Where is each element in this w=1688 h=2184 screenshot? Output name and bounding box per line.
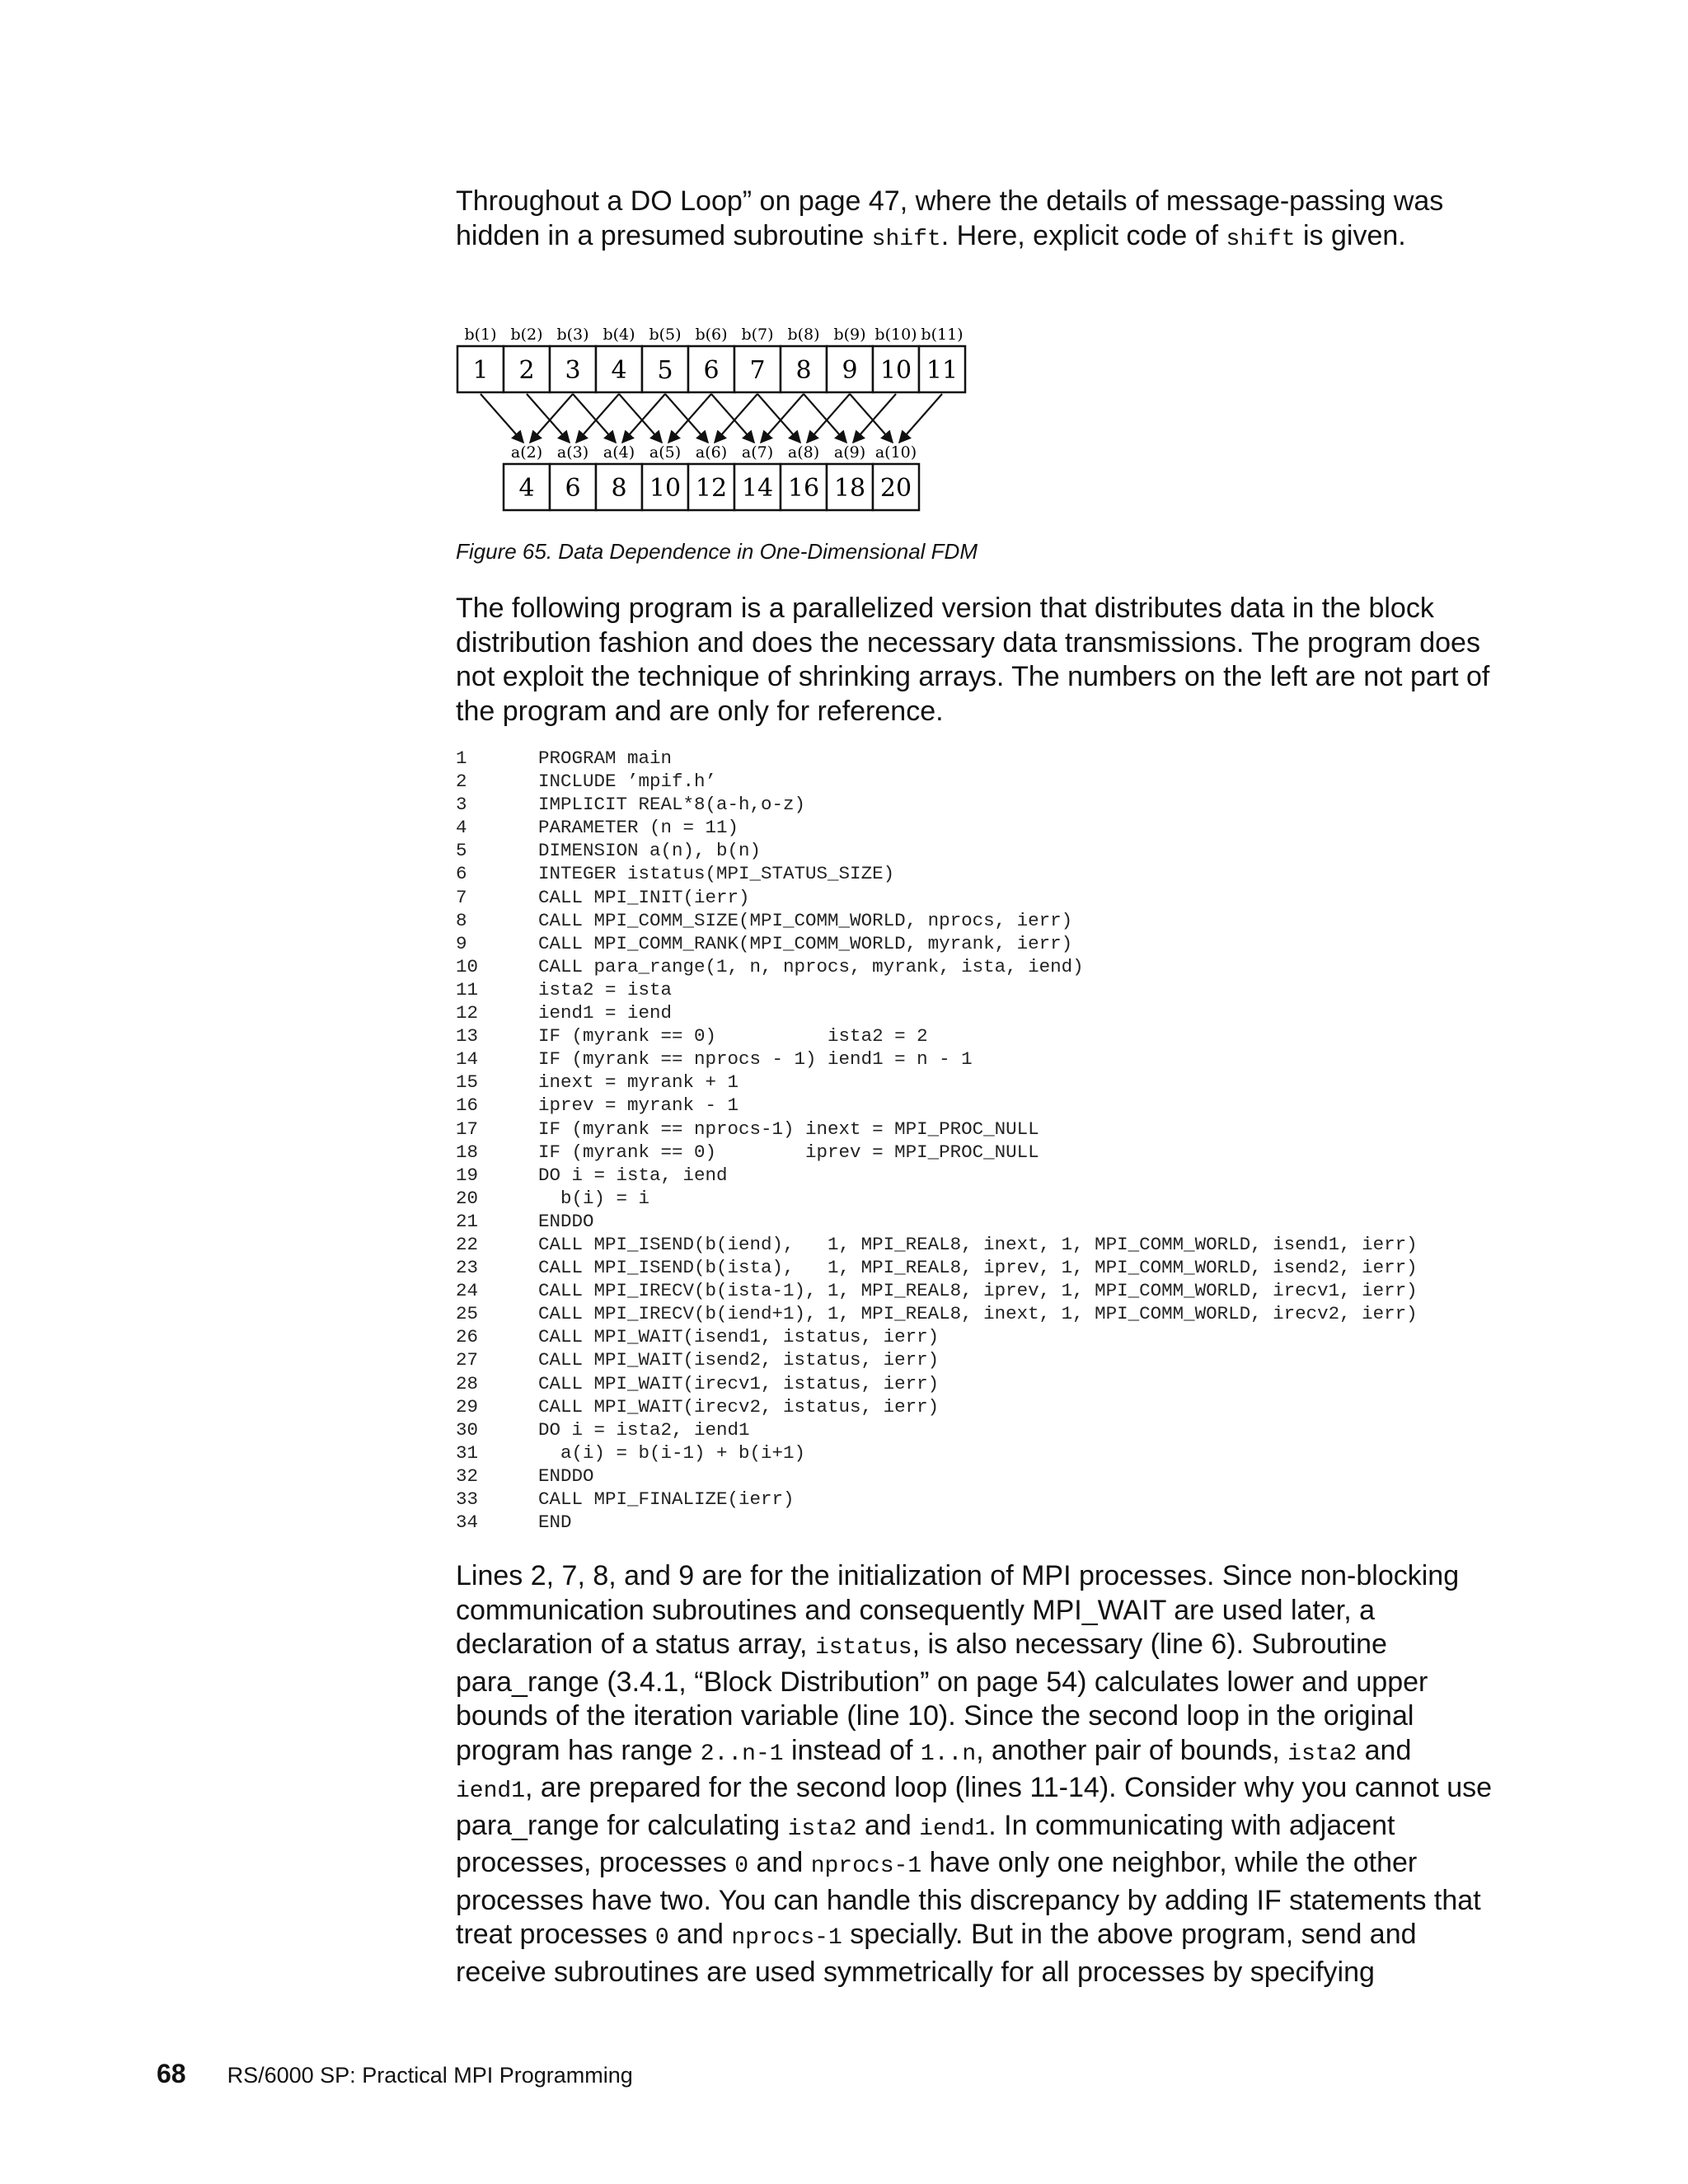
inline-code: shift [871,226,941,252]
b-index-label: b(3) [556,326,589,344]
inline-code: ista2 [1287,1741,1357,1767]
code-line-number: 23 [456,1257,479,1279]
b-cell-value: 6 [703,356,720,385]
code-line-text: ENDDO [538,1210,594,1232]
body-paragraph: The following program is a parallelized version that distributes data in the block distribution fashion and does the necessary data transmissions. The program does not exploit the technique of shrinking arrays. The numbers on the left are not part of the program and are only for reference. [456,593,1490,727]
code-line [456,1418,1418,1441]
a-cell-value: 18 [833,474,866,503]
code-line [456,1372,1418,1395]
b-cell-value: 5 [657,356,673,385]
inline-code: shift [1226,226,1296,252]
code-line-text: CALL MPI_IRECV(b(iend+1), 1, MPI_REAL8, inext, 1, MPI_COMM_WORLD, irecv2, ierr) [538,1303,1418,1325]
code-line-text: CALL MPI_WAIT(irecv2, istatus, ierr) [538,1395,940,1418]
code-line-number: 33 [456,1488,479,1510]
code-line-text: CALL MPI_ISEND(b(ista), 1, MPI_REAL8, iprev, 1, MPI_COMM_WORLD, isend2, ierr) [538,1257,1418,1279]
code-line-number: 28 [456,1372,479,1394]
code-line-text: CALL MPI_COMM_RANK(MPI_COMM_WORLD, myrank, ierr) [538,932,1073,954]
dependence-arrows [481,394,942,443]
code-line [456,978,1418,1001]
code-line-text: CALL MPI_WAIT(isend2, istatus, ierr) [538,1349,940,1371]
b-index-label: b(2) [510,326,543,344]
code-line-number: 14 [456,1048,479,1071]
arrow-from-right [622,394,665,443]
b-index-label: b(5) [649,326,682,344]
code-line-text: INTEGER istatus(MPI_STATUS_SIZE) [538,863,895,885]
a-index-label: a(6) [695,443,728,462]
code-line-number: 5 [456,840,467,862]
b-index-label: b(11) [921,326,964,344]
b-index-label: b(1) [464,326,497,344]
code-line-number: 25 [456,1303,479,1325]
code-line-text: inext = myrank + 1 [538,1071,739,1094]
code-line-number: 20 [456,1187,479,1209]
arrow-from-left [481,394,523,443]
code-line [456,1233,1418,1256]
code-line [456,1118,1418,1141]
code-line-text: a(i) = b(i-1) + b(i+1) [538,1441,806,1464]
a-cell-value: 14 [741,474,774,503]
code-line-text: CALL MPI_FINALIZE(ierr) [538,1488,795,1510]
b-cell-value: 9 [842,356,858,385]
arrow-from-left [804,394,846,443]
code-line [456,932,1418,955]
a-index-label: a(10) [874,443,917,462]
code-line-number: 3 [456,794,467,816]
code-line [456,955,1418,978]
code-line-text: IF (myrank == 0) iprev = MPI_PROC_NULL [538,1141,1039,1163]
code-line-number: 9 [456,932,467,954]
arrow-from-right [668,394,711,443]
a-cell-value: 16 [787,474,820,503]
b-cell-value: 7 [749,356,766,385]
code-line-number: 16 [456,1094,479,1117]
a-index-label: a(8) [787,443,820,462]
code-line [456,862,1418,885]
code-line-number: 7 [456,886,467,908]
code-line-number: 27 [456,1349,479,1371]
code-line-number: 31 [456,1441,479,1464]
intro-text: is given. [1295,219,1406,251]
code-line [456,1348,1418,1371]
intro-text: Throughout a DO Loop” on page 47, where the details of message-passing was hidden in a presumed subroutine [456,185,1444,251]
code-line-number: 13 [456,1025,479,1047]
b-index-label: b(10) [874,326,917,344]
code-line-number: 19 [456,1164,479,1186]
a-index-label: a(9) [833,443,866,462]
code-line-text: PROGRAM main [538,748,673,769]
b-cell-value: 3 [565,356,581,385]
arrow-from-right [761,394,804,443]
code-line-text: CALL MPI_ISEND(b(iend), 1, MPI_REAL8, inext, 1, MPI_COMM_WORLD, isend1, ierr) [538,1233,1418,1255]
a-cell-value: 12 [695,474,728,503]
code-line-text: CALL MPI_IRECV(b(ista-1), 1, MPI_REAL8, iprev, 1, MPI_COMM_WORLD, irecv1, ierr) [538,1280,1418,1302]
arrow-from-left [573,394,616,443]
code-line [456,839,1418,862]
a-index-label: a(5) [649,443,682,462]
code-line-number: 24 [456,1280,479,1302]
code-line [456,747,1418,770]
b-index-label: b(8) [787,326,820,344]
code-line-number: 15 [456,1071,479,1094]
code-line-number: 2 [456,771,467,793]
code-line-text: IF (myrank == nprocs-1) inext = MPI_PROC_NULL [538,1118,1039,1140]
inline-code: 0 [654,1925,669,1951]
a-cell-value: 8 [611,474,627,503]
code-line-text: CALL MPI_WAIT(isend1, istatus, ierr) [538,1326,940,1348]
figure-caption: Figure 65. Data Dependence in One-Dimensional FDM [456,539,978,564]
code-line [456,1511,1418,1534]
intro-paragraph [456,185,1494,256]
code-line-text: INCLUDE ’mpif.h’ [538,771,717,793]
code-line-text: DO i = ista2, iend1 [538,1418,750,1441]
code-line [456,1325,1418,1348]
code-line [456,1187,1418,1210]
b-index-label: b(6) [695,326,728,344]
code-line [456,1164,1418,1187]
code-line-text: IF (myrank == nprocs - 1) iend1 = n - 1 [538,1048,973,1071]
arrow-from-left [665,394,708,443]
b-cell-value: 11 [926,356,959,385]
code-line-number: 30 [456,1418,479,1441]
code-line-number: 8 [456,909,467,931]
inline-code: 1..n [920,1741,977,1767]
code-line-number: 21 [456,1210,479,1232]
arrow-from-right [899,394,942,443]
code-line [456,1441,1418,1465]
code-line [456,1488,1418,1511]
page-footer [157,2059,633,2089]
code-line-text: CALL para_range(1, n, nprocs, myrank, ista, iend) [538,955,1084,977]
a-cell-value: 6 [565,474,581,503]
code-line [456,1279,1418,1302]
arrow-from-left [619,394,662,443]
b-index-labels [464,326,963,344]
code-line-text: b(i) = i [538,1187,650,1209]
a-index-label: a(7) [741,443,774,462]
inline-code: ista2 [787,1816,857,1842]
code-line-text: IF (myrank == 0) ista2 = 2 [538,1025,928,1047]
b-index-label: b(4) [603,326,635,344]
code-line [456,886,1418,909]
inline-code: 0 [734,1854,749,1879]
intro-text: . Here, explicit code of [940,219,1226,251]
b-cell-value: 1 [472,356,489,385]
code-line-text: DIMENSION a(n), b(n) [538,840,762,862]
arrow-from-right [715,394,757,443]
code-line [456,1302,1418,1325]
code-line-text: DO i = ista, iend [538,1164,728,1186]
code-line [456,1001,1418,1024]
inline-code: iend1 [456,1779,526,1804]
page-number: 68 [157,2059,186,2088]
code-line-text: END [538,1511,572,1534]
code-line [456,1141,1418,1164]
book-title: RS/6000 SP: Practical MPI Programming [227,2063,633,2088]
code-line-number: 1 [456,748,467,769]
code-line-text: CALL MPI_WAIT(irecv1, istatus, ierr) [538,1372,940,1394]
code-line [456,1256,1418,1279]
code-line [456,909,1418,932]
code-line-number: 32 [456,1465,479,1487]
body-paragraph: Lines 2, 7, 8, and 9 are for the initialization of MPI processes. Since non-blocking communication subroutines and consequently MPI_WAIT are used later, a declaration of a status array, istatus, is also necessary (line 6). Subroutine para_range (3.4.1, “Block Distribution” on page 54) calculates lower and upper bounds of the iteration variable (line 10). Since the second loop in the original program has range 2..n-1 instead of 1..n, another pair of bounds, ista2 and iend1, are prepared for the second loop (lines 11-14). Consider why you cannot use para_range for calculating ista2 and iend1. In communicating with adjacent processes, processes 0 and nprocs-1 have only one neighbor, while the other processes have two. You can handle this discrepancy by adding IF statements that treat processes 0 and nprocs-1 specially. But in the above program, send and receive subroutines are used symmetrically for all processes by specifying [456,1560,1493,1988]
code-line-number: 29 [456,1395,479,1418]
b-cell-value: 2 [518,356,535,385]
code-line [456,1024,1418,1047]
b-index-label: b(7) [741,326,774,344]
b-cell-value: 4 [611,356,627,385]
code-line-number: 4 [456,817,467,839]
inline-code: istatus [814,1635,912,1661]
inline-code: nprocs-1 [810,1854,922,1879]
code-line-number: 10 [456,955,479,977]
a-array-row [504,464,919,510]
code-line [456,816,1418,839]
code-line-text: CALL MPI_COMM_SIZE(MPI_COMM_WORLD, nprocs, ierr) [538,909,1073,931]
b-array-row [457,346,965,392]
code-listing [456,747,1418,1534]
code-line-text: iprev = myrank - 1 [538,1094,739,1117]
arrow-from-left [711,394,754,443]
code-line [456,793,1418,816]
a-index-labels [511,443,917,462]
code-line-text: ENDDO [538,1465,594,1487]
code-line-number: 11 [456,978,479,1001]
arrow-from-right [576,394,619,443]
code-line [456,770,1418,793]
code-line-number: 17 [456,1118,479,1140]
code-line-text: iend1 = iend [538,1002,673,1024]
code-line-number: 12 [456,1002,479,1024]
code-line [456,1071,1418,1094]
code-line [456,1094,1418,1117]
code-line-number: 22 [456,1233,479,1255]
inline-code: 2..n-1 [700,1741,784,1767]
data-dependence-figure [456,321,975,519]
arrow-from-right [853,394,896,443]
code-line-text: IMPLICIT REAL*8(a-h,o-z) [538,794,806,816]
b-cell-value: 8 [795,356,812,385]
b-cell-value: 10 [879,356,912,385]
code-line-text: ista2 = ista [538,978,673,1001]
code-line-number: 6 [456,863,467,885]
a-index-label: a(4) [603,443,635,462]
inline-code: iend1 [919,1816,989,1842]
inline-code: nprocs-1 [731,1925,842,1951]
arrow-from-left [850,394,893,443]
a-cell-value: 10 [649,474,682,503]
arrow-from-right [530,394,573,443]
code-line-text: PARAMETER (n = 11) [538,817,739,839]
arrow-from-left [757,394,800,443]
a-cell-value: 20 [879,474,912,503]
code-line-number: 26 [456,1326,479,1348]
code-line [456,1465,1418,1488]
code-line-number: 34 [456,1511,479,1534]
a-cell-value: 4 [518,474,535,503]
code-line-number: 18 [456,1141,479,1163]
arrow-from-right [807,394,850,443]
b-index-label: b(9) [833,326,866,344]
code-line [456,1210,1418,1233]
code-line [456,1047,1418,1071]
code-line [456,1395,1418,1418]
arrow-from-left [527,394,570,443]
a-index-label: a(3) [556,443,589,462]
code-line-text: CALL MPI_INIT(ierr) [538,886,750,908]
a-index-label: a(2) [510,443,543,462]
